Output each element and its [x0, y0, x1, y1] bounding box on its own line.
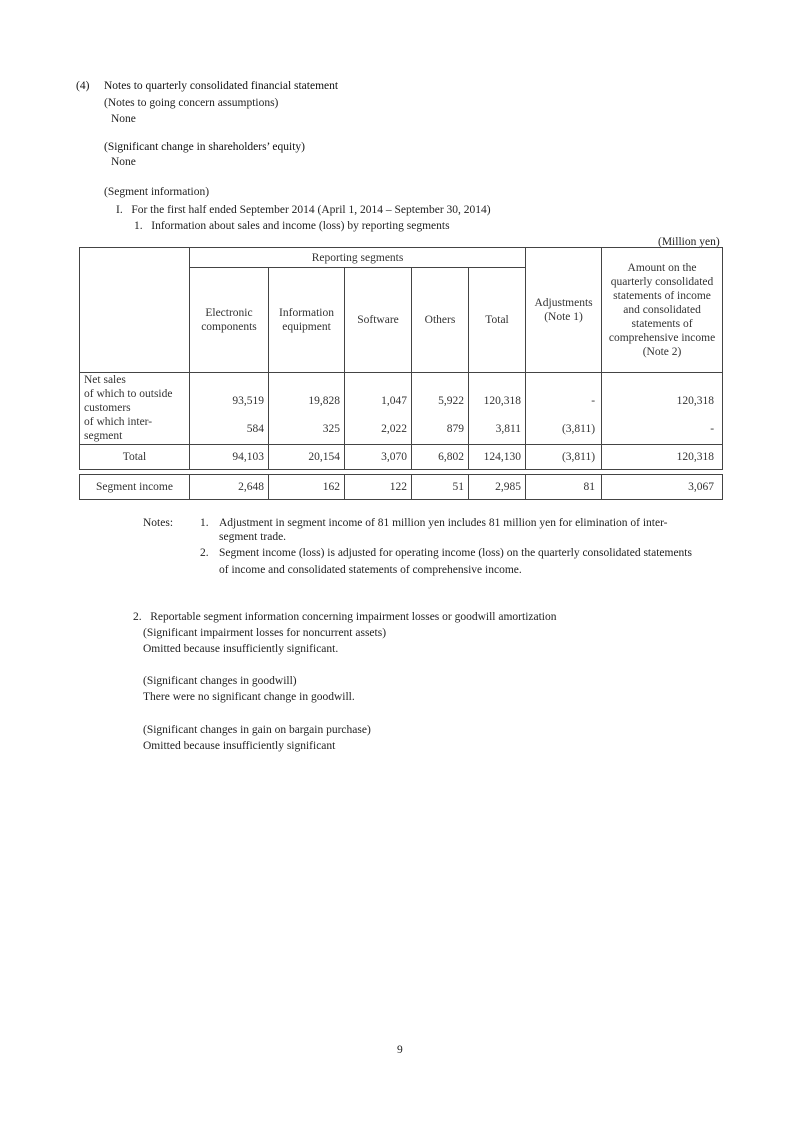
- cell: -: [526, 387, 602, 415]
- header-adjustments: Adjustments (Note 1): [526, 248, 602, 373]
- cell: 120,318: [469, 387, 526, 415]
- cell: 3,067: [602, 474, 723, 499]
- reportable-title: 2. Reportable segment information concerning impairment losses or goodwill amortization: [133, 611, 557, 623]
- row-label-segment-income: Segment income: [80, 474, 190, 499]
- row-label-total: Total: [80, 444, 190, 469]
- cell: 120,318: [602, 444, 723, 469]
- header-blank: [80, 248, 190, 373]
- note-2-line1: Segment income (loss) is adjusted for operating income (loss) on the quarterly consolidated statements: [219, 547, 692, 559]
- note-1-num: 1.: [200, 517, 209, 529]
- cell: 124,130: [469, 444, 526, 469]
- note-2-line2: of income and consolidated statements of comprehensive income.: [219, 564, 522, 576]
- page-number: 9: [397, 1044, 403, 1056]
- cell: 1,047: [345, 387, 412, 415]
- section-number: (4): [76, 80, 90, 92]
- cell: 5,922: [412, 387, 469, 415]
- row-label-outside: of which to outside customers: [80, 387, 190, 415]
- cell: 51: [412, 474, 469, 499]
- cell: -: [602, 415, 723, 444]
- table-row: [80, 415, 723, 444]
- cell: 2,648: [190, 474, 269, 499]
- table-row: [80, 474, 723, 499]
- cell: 120,318: [602, 387, 723, 415]
- cell: 3,070: [345, 444, 412, 469]
- segment-heading: (Segment information): [104, 186, 210, 198]
- cell: 6,802: [412, 444, 469, 469]
- goodwill-text: There were no significant change in goodwill.: [143, 691, 355, 703]
- row-label-inter: of which inter-segment: [80, 415, 190, 444]
- section-title: Notes to quarterly consolidated financial statement: [104, 80, 339, 92]
- cell: 325: [269, 415, 345, 444]
- cell: 122: [345, 474, 412, 499]
- header-electronic: Electronic components: [190, 268, 269, 373]
- table-row: [80, 444, 723, 469]
- header-amount: Amount on the quarterly consolidated statements of income and consolidated statements of comprehensive income (Note 2): [602, 248, 723, 373]
- cell: 19,828: [269, 387, 345, 415]
- note-1-line1: Adjustment in segment income of 81 million yen includes 81 million yen for elimination of inter-: [219, 517, 668, 529]
- equity-text: None: [111, 156, 136, 168]
- cell: 584: [190, 415, 269, 444]
- header-reporting-segments: Reporting segments: [190, 248, 526, 268]
- table-row: [80, 387, 723, 415]
- bargain-heading: (Significant changes in gain on bargain purchase): [143, 724, 371, 736]
- cell: 94,103: [190, 444, 269, 469]
- note-2-num: 2.: [200, 547, 209, 559]
- header-information: Information equipment: [269, 268, 345, 373]
- note-1-line2: segment trade.: [219, 531, 287, 543]
- cell: 2,022: [345, 415, 412, 444]
- unit-label: (Million yen): [658, 236, 720, 248]
- impairment-heading: (Significant impairment losses for noncurrent assets): [143, 627, 387, 639]
- goodwill-heading: (Significant changes in goodwill): [143, 675, 297, 687]
- header-others: Others: [412, 268, 469, 373]
- segment-sub1: 1. Information about sales and income (loss) by reporting segments: [134, 220, 450, 232]
- cell: 162: [269, 474, 345, 499]
- cell: 3,811: [469, 415, 526, 444]
- bargain-text: Omitted because insufficiently significant: [143, 740, 336, 752]
- header-software: Software: [345, 268, 412, 373]
- row-label-net-sales: Net sales: [80, 373, 190, 388]
- going-concern-text: None: [111, 113, 136, 125]
- segment-period: I. For the first half ended September 2014 (April 1, 2014 – September 30, 2014): [116, 204, 491, 216]
- going-concern-heading: (Notes to going concern assumptions): [104, 97, 279, 109]
- cell: 879: [412, 415, 469, 444]
- cell: 93,519: [190, 387, 269, 415]
- cell: (3,811): [526, 444, 602, 469]
- cell: 81: [526, 474, 602, 499]
- equity-heading: (Significant change in shareholders’ equity): [104, 141, 305, 153]
- cell: 20,154: [269, 444, 345, 469]
- segment-table: [79, 247, 723, 500]
- notes-label: Notes:: [143, 517, 174, 529]
- cell: 2,985: [469, 474, 526, 499]
- cell: (3,811): [526, 415, 602, 444]
- header-total: Total: [469, 268, 526, 373]
- impairment-text: Omitted because insufficiently significant.: [143, 643, 339, 655]
